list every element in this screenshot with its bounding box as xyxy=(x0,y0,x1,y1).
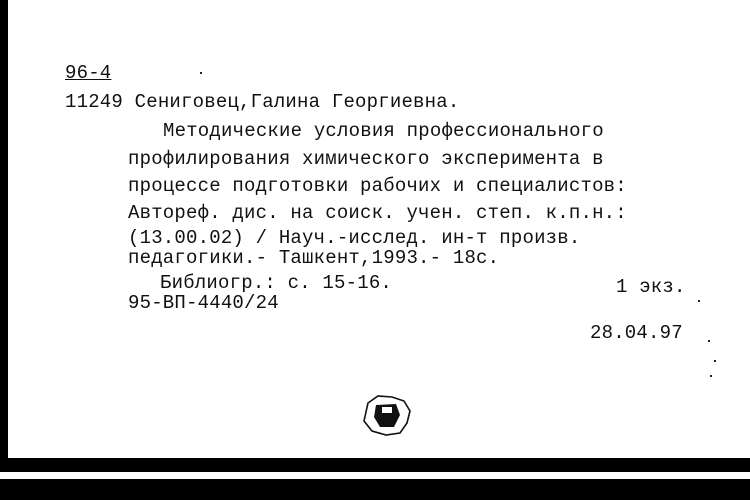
speck-mark xyxy=(714,360,716,362)
title-line-5: (13.00.02) / Науч.-исслед. ин-т произв. xyxy=(128,227,581,249)
entry-line: 11249 Сениговец,Галина Георгиевна. xyxy=(65,91,460,113)
copies-count: 1 экз. xyxy=(616,276,686,298)
bottom-border-stripe xyxy=(0,472,750,479)
speck-mark xyxy=(710,375,712,377)
title-line-1: Методические условия профессионального xyxy=(163,120,604,142)
bibliography-note: Библиогр.: с. 15-16. xyxy=(160,272,393,294)
registry-code: 95-ВП-4440/24 xyxy=(128,292,279,314)
punch-hole-icon xyxy=(360,393,414,437)
shelf-code: 96-4 xyxy=(65,62,112,84)
title-line-4: Автореф. дис. на соиск. учен. степ. к.п.н.: xyxy=(128,202,627,224)
speck-mark xyxy=(200,72,202,74)
title-line-6: педагогики.- Ташкент,1993.- 18с. xyxy=(128,247,500,269)
catalog-card xyxy=(8,0,750,458)
title-line-2: профилирования химического эксперимента в xyxy=(128,148,604,170)
speck-mark xyxy=(708,340,710,342)
speck-mark xyxy=(698,300,700,302)
title-line-3: процессе подготовки рабочих и специалистов: xyxy=(128,175,627,197)
received-date: 28.04.97 xyxy=(590,322,683,344)
